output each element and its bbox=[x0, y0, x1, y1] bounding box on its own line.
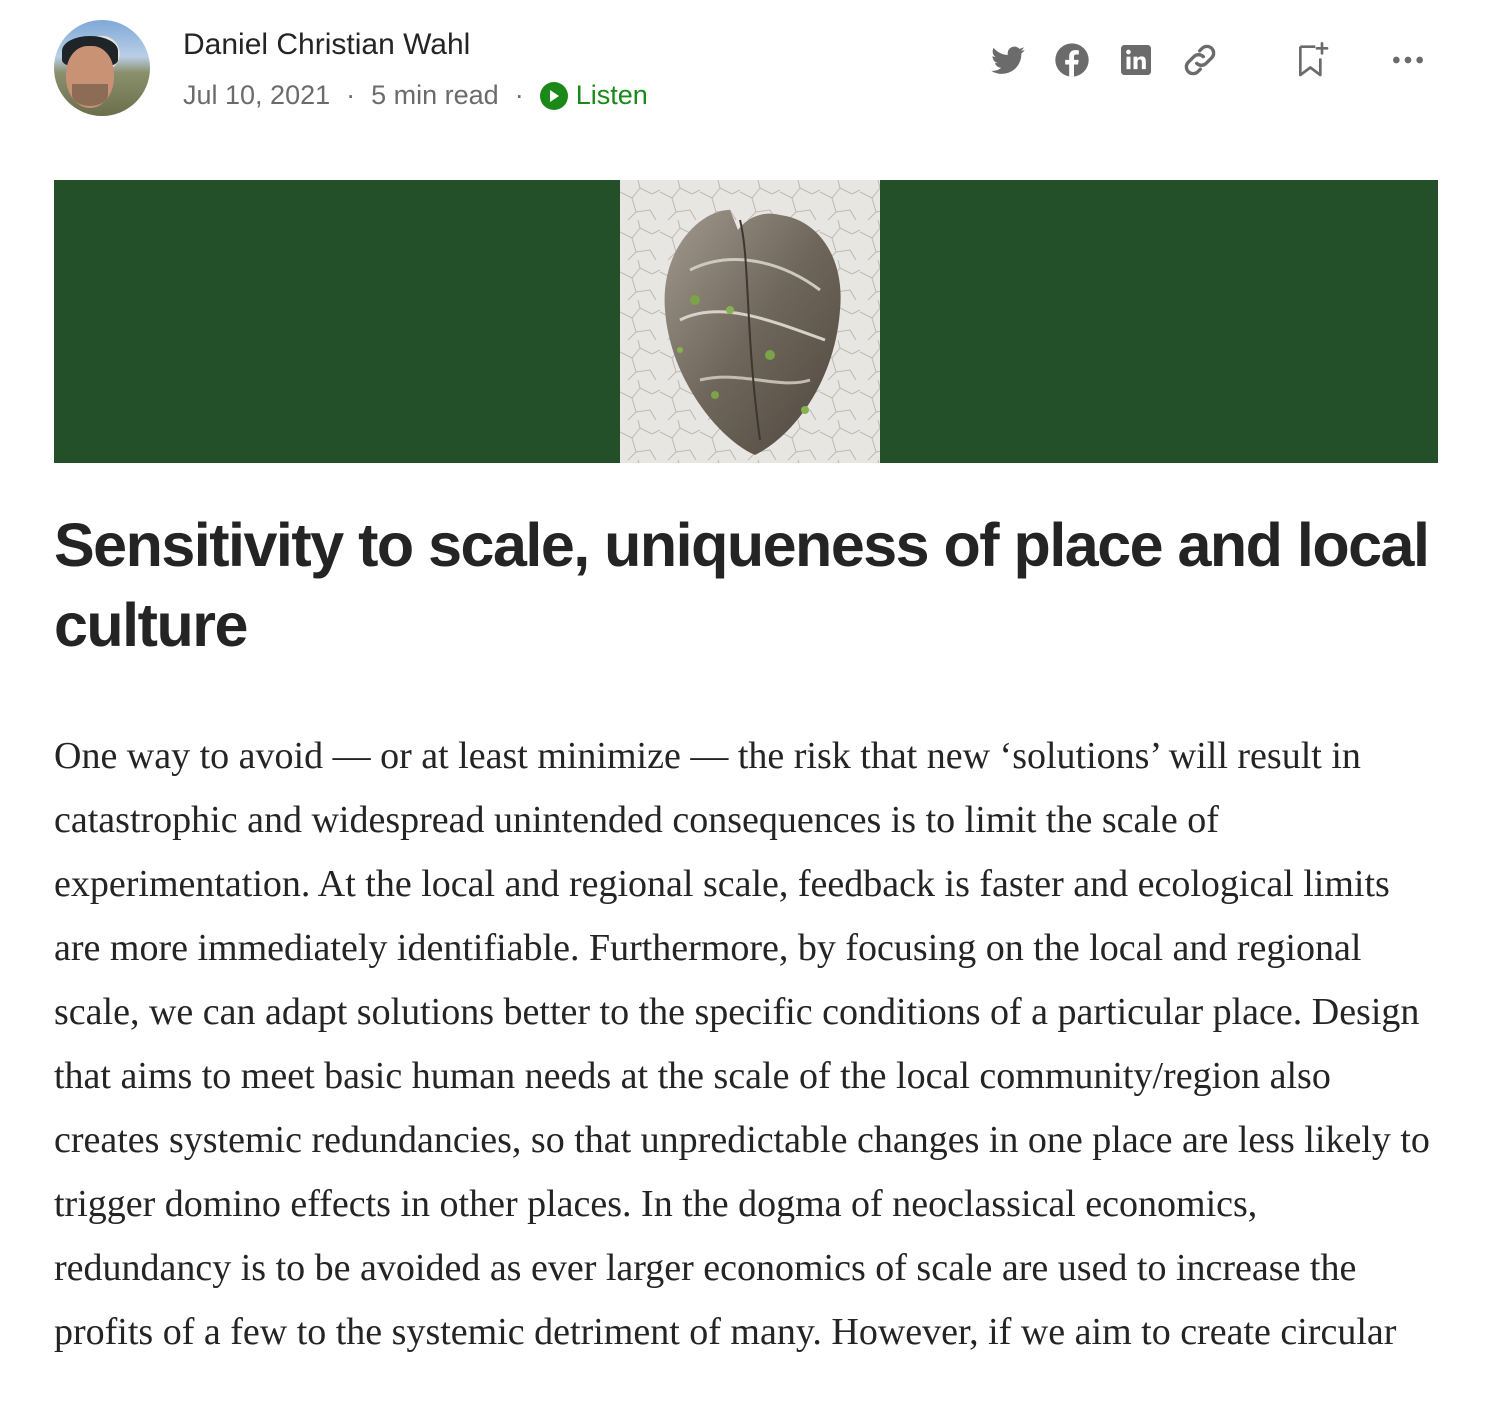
share-actions bbox=[988, 40, 1438, 84]
article-paragraph: One way to avoid — or at least minimize — the risk that new ‘solutions’ will result in catastrophic and widespread unintended consequences is to limit the scale of experimentation. At the local and regional scale, feedback is faster and ecological limits are more immediately identifiable. Furthermore, by focusing on the local and regional scale, we can adapt solutions better to the specific conditions of a particular place. Design that aims to meet basic human needs at the scale of the local community/region also creates systemic redundancies, so that unpredictable changes in one place are less likely to trigger domino effects in other places. In the dogma of neoclassical economics, redundancy is to be avoided as ever larger economics of scale are used to increase the profits of a few to the systemic detriment of many. However, if we aim to create circular bbox=[54, 735, 1430, 1353]
listen-label: Listen bbox=[575, 80, 648, 110]
avatar-beard bbox=[72, 84, 108, 106]
play-icon bbox=[540, 82, 568, 110]
heart-sculpture-image bbox=[620, 180, 880, 463]
article-title: Sensitivity to scale, uniqueness of place and local culture bbox=[54, 511, 1429, 659]
meta-separator: · bbox=[346, 80, 356, 110]
read-time: 5 min read bbox=[371, 80, 499, 110]
author-name[interactable]: Daniel Christian Wahl bbox=[183, 28, 471, 61]
bookmark-add-icon[interactable] bbox=[1292, 40, 1332, 80]
author-avatar[interactable] bbox=[54, 20, 150, 116]
hero-banner bbox=[54, 180, 1438, 463]
facebook-icon[interactable] bbox=[1052, 40, 1092, 80]
meta-separator: · bbox=[514, 80, 524, 110]
linkedin-icon[interactable] bbox=[1116, 40, 1156, 80]
article-meta bbox=[183, 80, 648, 111]
article-header bbox=[54, 20, 1438, 120]
twitter-icon[interactable] bbox=[988, 40, 1028, 80]
publish-date: Jul 10, 2021 bbox=[183, 80, 331, 110]
link-icon[interactable] bbox=[1180, 40, 1220, 80]
listen-button[interactable] bbox=[540, 80, 648, 111]
more-icon[interactable] bbox=[1388, 40, 1428, 80]
